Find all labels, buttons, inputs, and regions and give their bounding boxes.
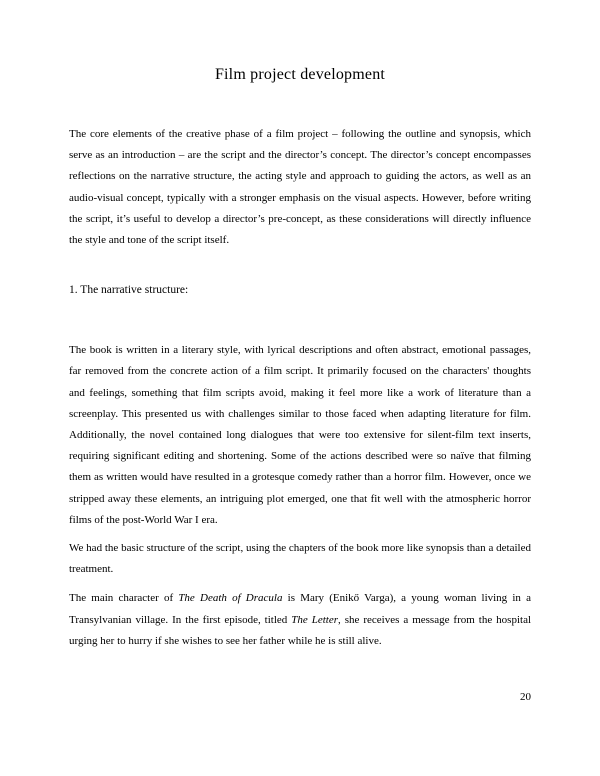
page-content [0, 124, 600, 652]
text-segment: , she receives a message from the hospital urging her to hurry if she wishes to see her father while he is still alive. [69, 613, 532, 647]
paragraph-main-character [69, 588, 531, 652]
paragraph-book-style: The book is written in a literary style, with lyrical descriptions and often abstract, emotional passages, far removed from the concrete action of a film script. It primarily focused on the characters' thoughts and feelings, something that film scripts avoid, making it feel more like a work of literature than a screenplay. This presented us with challenges similar to those faced when adapting literature for film. Additionally, the novel contained long dialogues that were too extensive for silent-film text inserts, requiring significant editing and shortening. Some of the actions described were so naïve that filming them as written would have resulted in a grotesque comedy rather than a horror film. However, once we stripped away these elements, an intriguing plot emerged, one that fit well with the atmospheric horror films of the post-World War I era. [69, 344, 531, 526]
page-number: 20 [520, 691, 531, 703]
episode-title-italic: The Letter [291, 613, 339, 626]
intro-paragraph: The core elements of the creative phase of a film project – following the outline and synopsis, which serve as an introduction – are the script and the director’s concept. The director’s concept encompasses reflections on the narrative structure, the acting style and approach to guiding the actors, as well as an audio-visual concept, typically with a stronger emphasis on the visual aspects. However, before writing the script, it’s useful to develop a director’s pre-concept, as these considerations will directly influence the style and tone of the script itself. [69, 128, 531, 247]
film-title-italic: The Death of Dracula [178, 592, 283, 605]
section-heading: 1. The narrative structure: [69, 284, 189, 297]
text-segment: The main character of [69, 592, 179, 605]
paragraph-script-structure: We had the basic structure of the script, using the chapters of the book more like synopsis than a detailed treatment. [69, 542, 531, 576]
text-segment: is Mary (Enikő Varga), a young woman living in a Transylvanian village. In the first episode, titled [69, 592, 531, 626]
page-title: Film project development [214, 66, 386, 83]
